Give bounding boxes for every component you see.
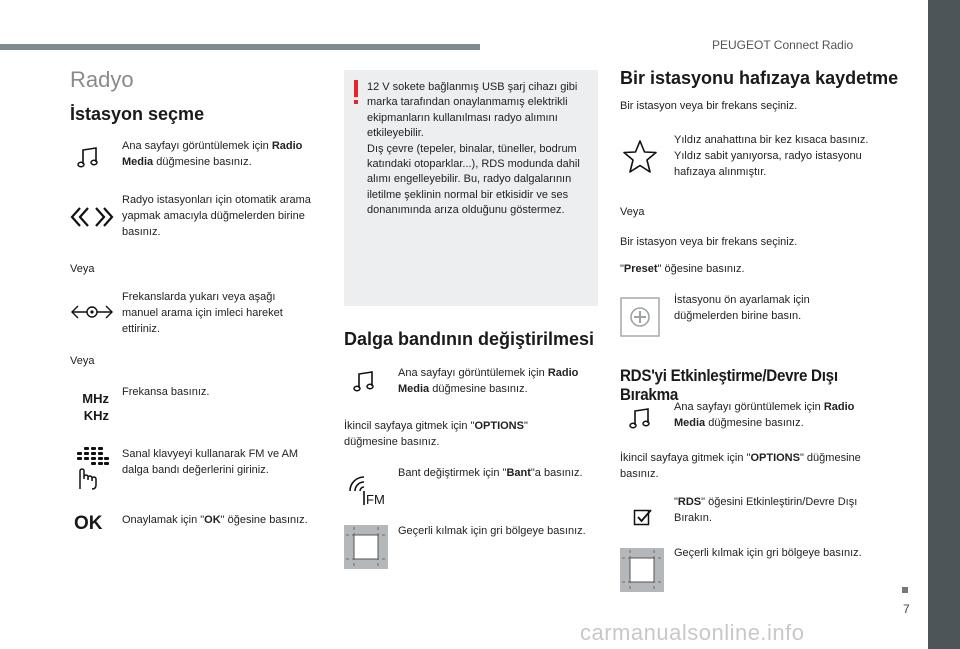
mhz-khz-icon <box>79 390 109 424</box>
text-confirm-ok: Onaylamak için "OK" öğesine basınız. <box>122 514 308 526</box>
page-number: 7 <box>903 602 910 616</box>
warning-text <box>367 80 589 219</box>
music-note-icon <box>628 405 652 431</box>
khz-label: KHz <box>83 408 109 423</box>
keypad-icon <box>72 444 110 492</box>
running-header: PEUGEOT Connect Radio <box>712 38 854 52</box>
gray-zone-icon <box>344 525 388 569</box>
heading-station-select: İstasyon seçme <box>70 104 205 124</box>
text-radio-media-2: Ana sayfayı görüntülemek için Radio Media düğmesine basınız. <box>398 367 579 395</box>
checkbox-icon <box>632 506 654 528</box>
watermark: carmanualsonline.info <box>580 620 805 645</box>
mhz-label: MHz <box>82 391 109 406</box>
text-star: Yıldız anahattına bir kez kısaca basınız. Yıldız sabit yanıyorsa, radyo istasyonu hafızaya alınmıştır. <box>674 134 869 178</box>
text-manual-search: Frekanslarda yukarı veya aşağı manuel arama için imleci hareket ettiriniz. <box>122 291 283 335</box>
text-bant: Bant değiştirmek için "Bant"a basınız. <box>398 467 583 479</box>
text-gray-zone: Geçerli kılmak için gri bölgeye basınız. <box>398 525 586 537</box>
fm-radio-icon <box>346 471 390 507</box>
text-veya-1: Veya <box>70 263 95 275</box>
text-radio-media: Ana sayfayı görüntülemek için Radio Media düğmesine basınız. <box>122 140 303 168</box>
preset-plus-icon <box>620 297 660 337</box>
text-auto-search: Radyo istasyonları için otomatik arama yapmak amacıyla düğmelerden birine basınız. <box>122 194 311 238</box>
text-options-2: İkincil sayfaya gitmek için "OPTIONS" düğmesine basınız. <box>620 452 861 480</box>
top-rule <box>0 44 480 50</box>
fm-label: FM <box>366 492 385 507</box>
warning-exclamation-icon <box>353 80 359 106</box>
text-preset: "Preset" öğesine basınız. <box>620 263 745 275</box>
gray-zone-icon <box>620 548 664 592</box>
heading-save-station: Bir istasyonu hafızaya kaydetme <box>620 68 899 88</box>
text-radio-media-3: Ana sayfayı görüntülemek için Radio Media düğmesine basınız. <box>674 401 855 429</box>
ok-icon: OK <box>74 513 103 534</box>
text-press-frequency: Frekansa basınız. <box>122 386 210 398</box>
text-veya-2: Veya <box>70 355 95 367</box>
text-options: İkincil sayfaya gitmek için "OPTIONS" düğmesine basınız. <box>344 420 528 448</box>
page-side-tab <box>928 0 960 649</box>
heading-rds: RDS'yi Etkinleştirme/Devre Dışı Bırakma <box>620 367 838 404</box>
text-veya-3: Veya <box>620 206 645 218</box>
music-note-icon <box>352 368 376 394</box>
section-title: Radyo <box>70 67 134 92</box>
warning-paragraph: 12 V sokete bağlanmış USB şarj cihazı gibi marka tarafından onaylanmamış elektrikli ekipmanların kullanılması radyo alımını etkileyebilir. Dış çevre (tepeler, binalar, tüneller, bodrum katındaki otoparklar...), RDS modunda dahil alımı engelleyebilir. Bu, radyo dalgalarının iletilme şeklinin normal bir etkisidir ve ses donanımında arıza olduğunu göstermez. <box>367 81 580 217</box>
heading-band-change: Dalga bandının değiştirilmesi <box>344 329 595 349</box>
star-icon <box>620 137 660 177</box>
text-select-1: Bir istasyon veya bir frekans seçiniz. <box>620 100 798 112</box>
text-virtual-keypad: Sanal klavyeyi kullanarak FM ve AM dalga bandı değerlerini giriniz. <box>122 448 299 476</box>
text-gray-zone-2: Geçerli kılmak için gri bölgeye basınız. <box>674 547 862 559</box>
side-marker <box>902 587 908 593</box>
music-note-icon <box>76 144 100 170</box>
text-preset-item: İstasyonu ön ayarlamak için düğmelerden birine basın. <box>674 294 810 322</box>
tuning-cursor-icon <box>70 301 114 323</box>
text-select-2: Bir istasyon veya bir frekans seçiniz. <box>620 236 798 248</box>
text-rds-toggle: "RDS" öğesini Etkinleştirin/Devre Dışı Bırakın. <box>674 496 858 524</box>
seek-arrows-icon <box>70 205 114 229</box>
